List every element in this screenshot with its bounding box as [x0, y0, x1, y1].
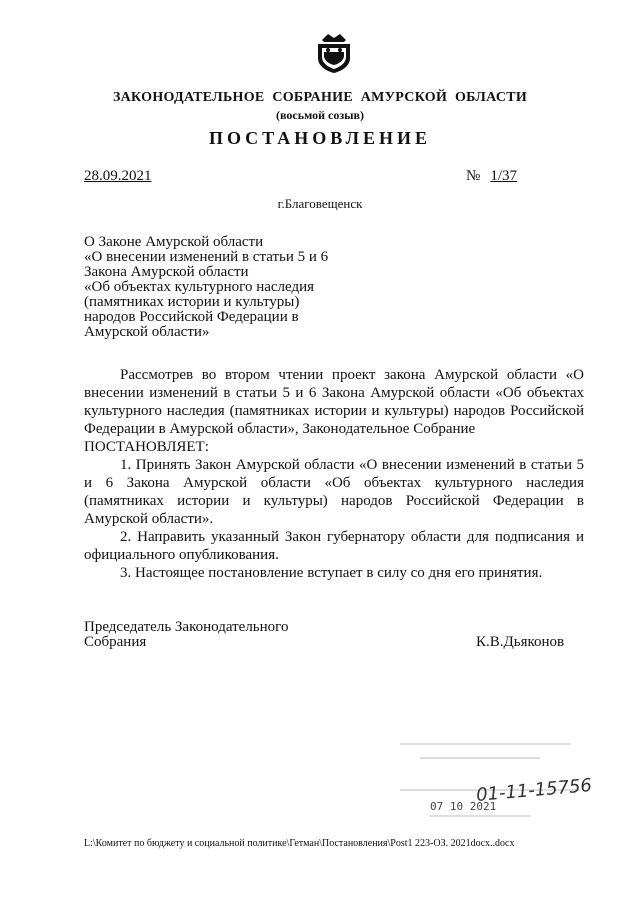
item-2: 2. Направить указанный Закон губернатору области для подписания и официального опубликования. [84, 529, 584, 563]
signatory-title-line: Собрания [84, 634, 147, 650]
item-3: 3. Настоящее постановление вступает в силу со дня его принятия. [120, 565, 543, 581]
document-number: 1/37 [490, 168, 517, 184]
signatory-title-line: Председатель Законодательного [84, 619, 289, 635]
intro-paragraph: Рассмотрев во втором чтении проект закона Амурской области «О внесении изменений в статьи 5 и 6 Закона Амурской области «Об объектах культурного наследия (памятниках истории и культуры) народов Российской Федерации в Амурской области», Законодательное Собрание [84, 367, 584, 437]
number-sign: № [466, 168, 481, 184]
signatory-title [84, 620, 288, 650]
file-path-footer: L:\Комитет по бюджету и социальной политике\Гетман\Постановления\Post1 223-ОЗ. 2021docx..docx [84, 838, 515, 849]
item-1: 1. Принять Закон Амурской области «О внесении изменений в статьи 5 и 6 Закона Амурской области «Об объектах культурного наследия (памятниках истории и культуры) народов Российской Федерации в Амурской области». [84, 457, 584, 527]
subject-line: О Законе Амурской области [84, 234, 264, 250]
subject-line: «Об объектах культурного наследия [84, 279, 315, 295]
coat-of-arms-icon [314, 28, 354, 74]
subject-line: народов Российской Федерации в [84, 309, 299, 325]
document-title: ПОСТАНОВЛЕНИЕ [208, 128, 432, 148]
subject-block [84, 235, 384, 340]
subject-line: Амурской области» [84, 324, 210, 340]
document-body [84, 366, 584, 582]
organization-name: ЗАКОНОДАТЕЛЬНОЕ СОБРАНИЕ АМУРСКОЙ ОБЛАСТИ [112, 90, 528, 105]
convocation: (восьмой созыв) [276, 108, 364, 122]
city: г.Благовещенск [277, 196, 363, 211]
document-number-block [466, 168, 517, 185]
signatory-name: К.В.Дьяконов [476, 634, 565, 650]
subject-line: Закона Амурской области [84, 264, 249, 280]
subject-line: «О внесении изменений в статьи 5 и 6 [84, 249, 329, 265]
resolves-heading: ПОСТАНОВЛЯЕТ: [84, 439, 209, 455]
registration-date: 07 10 2021 [430, 800, 497, 813]
document-date: 28.09.2021 [84, 168, 152, 184]
subject-line: (памятниках истории и культуры) [84, 294, 300, 310]
registration-number: 01-11-15756 [475, 774, 593, 807]
